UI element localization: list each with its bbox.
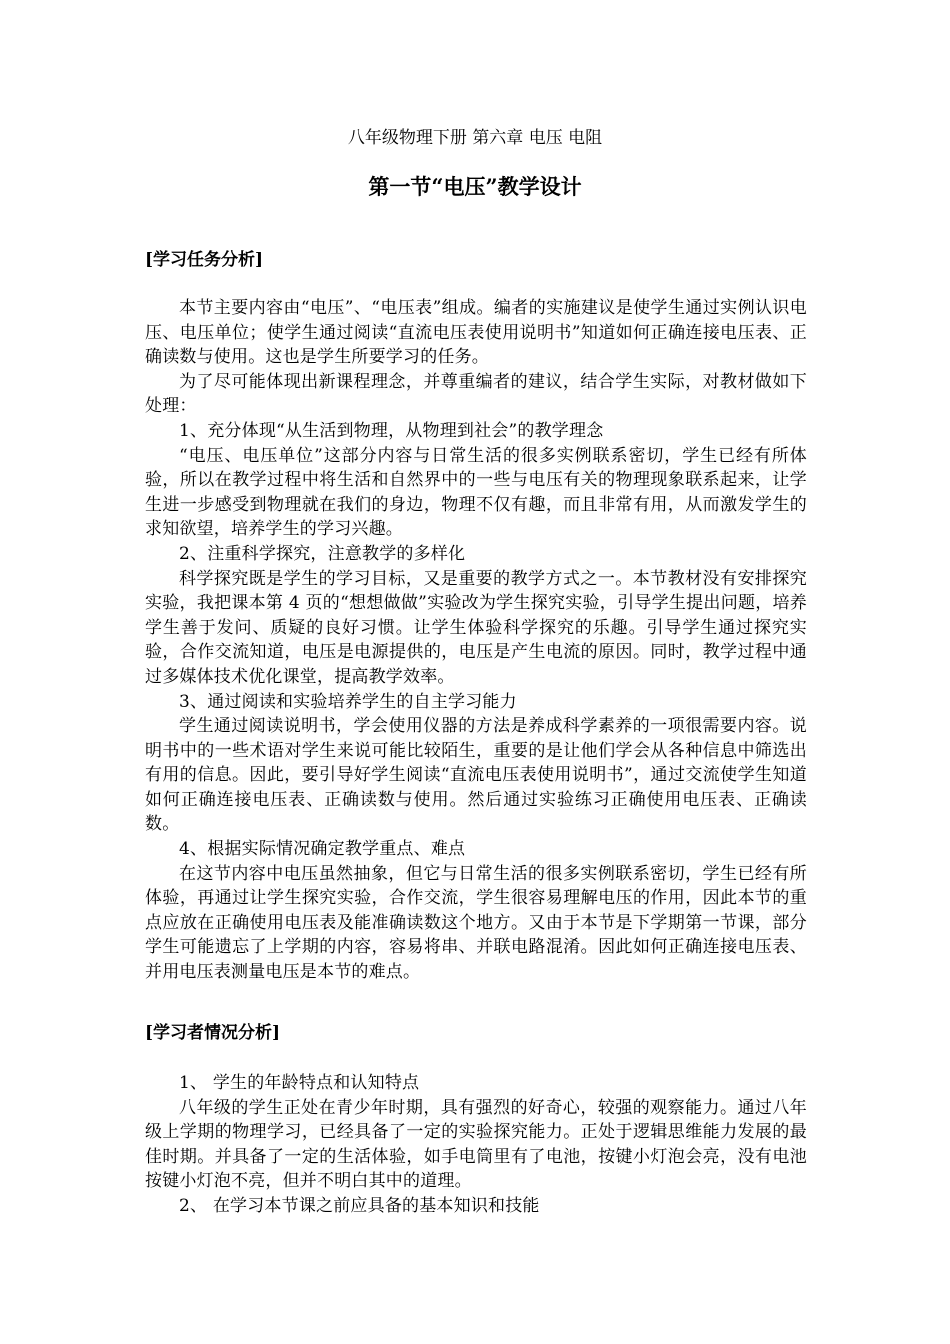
paragraph: 本节主要内容由“电压”、“电压表”组成。编者的实施建议是使学生通过实例认识电压、电压单位；使学生通过阅读“直流电压表使用说明书”知道如何正确连接电压表、正确读数与使用。这也是学生所要学习的任务。 — [145, 298, 807, 368]
list-item: 1、充分体现“从生活到物理，从物理到社会”的教学理念 — [179, 420, 604, 441]
document-subtitle: 八年级物理下册 第六章 电压 电阻 — [347, 128, 603, 148]
section-heading-learner-analysis: [学习者情况分析] — [145, 1023, 281, 1043]
section-heading-task-analysis: [学习任务分析] — [145, 250, 264, 270]
paragraph: “电压、电压单位”这部分内容与日常生活的很多实例联系密切，学生已经有所体验，所以在教学过程中将生活和自然界中的一些与电压有关的物理现象联系起来，让学生进一步感受到物理就在我们的身边，物理不仅有趣，而且非常有用，从而激发学生的求知欲望，培养学生的学习兴趣。 — [145, 445, 807, 540]
document-title: 第一节“电压”教学设计 — [368, 174, 582, 199]
paragraph: 在这节内容中电压虽然抽象，但它与日常生活的很多实例联系密切，学生已经有所体验，再通过让学生探究实验，合作交流，学生很容易理解电压的作用，因此本节的重点应放在正确使用电压表及能准确读数这个地方。又由于本节是下学期第一节课，部分学生可能遗忘了上学期的内容，容易将串、并联电路混淆。因此如何正确连接电压表、并用电压表测量电压是本节的难点。 — [145, 863, 807, 983]
list-item: 2、 在学习本节课之前应具备的基本知识和技能 — [179, 1195, 540, 1216]
paragraph: 为了尽可能体现出新课程理念，并尊重编者的建议，结合学生实际，对教材做如下处理： — [145, 371, 807, 417]
list-item: 1、 学生的年龄特点和认知特点 — [179, 1073, 420, 1093]
paragraph: 学生通过阅读说明书，学会使用仪器的方法是养成科学素养的一项很需要内容。说明书中的一些术语对学生来说可能比较陌生，重要的是让他们学会从各种信息中筛选出有用的信息。因此，要引导好学生阅读“直流电压表使用说明书”，通过交流使学生知道如何正确连接电压表、正确读数与使用。然后通过实验练习正确使用电压表、正确读数。 — [145, 716, 807, 835]
task-analysis-body — [145, 296, 807, 985]
paragraph: 八年级的学生正处在青少年时期，具有强烈的好奇心，较强的观察能力。通过八年级上学期的物理学习，已经具备了一定的实验探究能力。正处于逻辑思维能力发展的最佳时期。并具备了一定的生活体验，如手电筒里有了电池，按键小灯泡会亮，没有电池按键小灯泡不亮，但并不明白其中的道理。 — [145, 1097, 807, 1192]
list-item: 3、通过阅读和实验培养学生的自主学习能力 — [179, 691, 517, 712]
list-item: 4、根据实际情况确定教学重点、难点 — [179, 839, 466, 860]
paragraph: 科学探究既是学生的学习目标，又是重要的教学方式之一。本节教材没有安排探究实验，我把课本第 4 页的“想想做做”实验改为学生探究实验，引导学生提出问题，培养学生善于发问、质疑的良好习惯。让学生体验科学探究的乐趣。引导学生通过探究实验，合作交流知道，电压是电源提供的，电压是产生电流的原因。同时，教学过程中通过多媒体技术优化课堂，提高教学效率。 — [145, 568, 807, 687]
learner-analysis-body — [145, 1071, 807, 1219]
list-item: 2、注重科学探究，注意教学的多样化 — [179, 543, 466, 564]
